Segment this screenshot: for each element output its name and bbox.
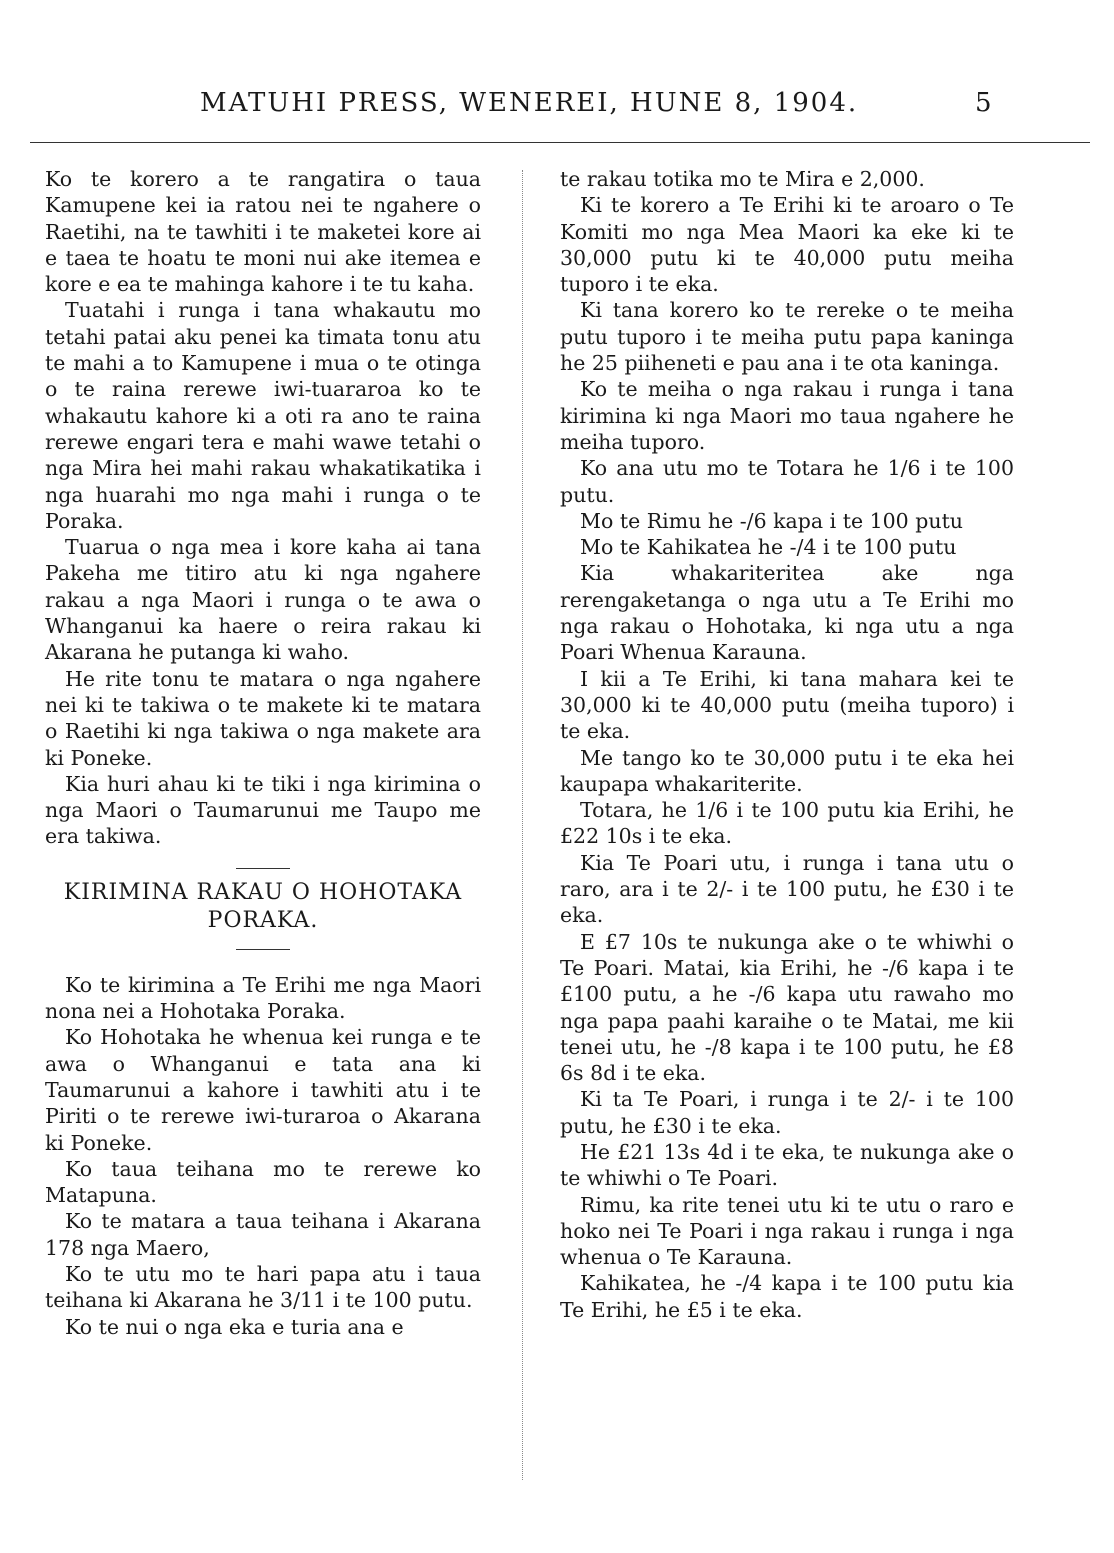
- paragraph: Mo te Rimu he -/6 kapa i te 100 putu: [580, 508, 964, 533]
- section-heading-line: KIRIMINA RAKAU O HOHOTAKA: [63, 879, 463, 905]
- paragraph: Kia Te Poari utu, i runga i tana utu o raro, ara i te 2/- i te 100 putu, he £30 i te eka.: [560, 850, 1014, 928]
- page-number: 5: [975, 88, 992, 118]
- paragraph: Me tango ko te 30,000 putu i te eka hei kaupapa whakariterite.: [560, 745, 1014, 796]
- section-rule: [236, 868, 290, 869]
- paragraph: Ko te utu mo te hari papa atu i taua teihana ki Akarana he 3/11 i te 100 putu.: [45, 1261, 481, 1313]
- paragraph: Tuatahi i runga i tana whakautu mo tetahi patai aku penei ka timata tonu atu te mahi a to Kamupene i mua o te otinga o te raina rerewe iwi-tuararoa ko te whakautu kahore ki a oti ra ano te raina rerewe engari tera e mahi wawe tetahi o nga Mira hei mahi rakau whakatikatika i nga huarahi mo nga mahi i runga o te Poraka.: [45, 298, 481, 533]
- paragraph: Kahikatea, he -/4 kapa i te 100 putu kia Te Erihi, he £5 i te eka.: [560, 1271, 1014, 1322]
- page-header: [0, 88, 1114, 128]
- paragraph: Kia huri ahau ki te tiki i nga kirimina o nga Maori o Taumarunui me Taupo me era takiwa.: [45, 771, 481, 849]
- section-heading: [45, 879, 481, 935]
- section-rule: [236, 949, 290, 950]
- paragraph: Mo te Kahikatea he -/4 i te 100 putu: [580, 535, 957, 560]
- left-column: [45, 166, 481, 1340]
- paragraph: Ko te matara a taua teihana i Akarana 178 nga Maero,: [45, 1209, 481, 1260]
- paragraph: He £21 13s 4d i te eka, te nukunga ake o te whiwhi o Te Poari.: [560, 1139, 1014, 1191]
- header-rule: [30, 142, 1090, 143]
- paragraph: Ko te meiha o nga rakau i runga i tana kirimina ki nga Maori mo taua ngahere he meiha tuporo.: [560, 377, 1014, 454]
- paragraph: Ko te nui o nga eka e turia ana e: [65, 1314, 404, 1339]
- paragraph: Totara, he 1/6 i te 100 putu kia Erihi, he £22 10s i te eka.: [560, 798, 1014, 849]
- column-divider: [522, 170, 523, 1480]
- paragraph: Ko te korero a te rangatira o taua Kamupene kei ia ratou nei te ngahere o Raetihi, na te tawhiti i te maketei kore ai e taea te hoatu te moni nui ake itemea e kore e ea te mahinga kahore i te tu kaha.: [45, 167, 481, 297]
- paragraph: Ko te kirimina a Te Erihi me nga Maori nona nei a Hohotaka Poraka.: [45, 972, 481, 1024]
- paragraph: Ko Hohotaka he whenua kei runga e te awa o Whanganui e tata ana ki Taumarunui a kahore i tawhiti atu i te Piriti o te rerewe iwi-turaroa o Akarana ki Poneke.: [45, 1025, 481, 1155]
- paragraph: te rakau totika mo te Mira e 2,000.: [560, 167, 925, 191]
- paragraph: Tuarua o nga mea i kore kaha ai tana Pakeha me titiro atu ki nga ngahere rakau a nga Maori i runga o te awa o Whanganui ka haere o reira rakau ki Akarana he putanga ki waho.: [45, 535, 481, 665]
- paragraph: Ki ta Te Poari, i runga i te 2/- i te 100 putu, he £30 i te eka.: [560, 1087, 1014, 1138]
- paragraph: Ko taua teihana mo te rerewe ko Matapuna.: [45, 1156, 481, 1208]
- paragraph: Rimu, ka rite tenei utu ki te utu o raro e hoko nei Te Poari i nga rakau i runga i nga whenua o Te Karauna.: [560, 1192, 1014, 1270]
- paragraph: Ki tana korero ko te rereke o te meiha putu tuporo i te meiha putu papa kaninga he 25 piiheneti e pau ana i te ota kaninga.: [560, 298, 1014, 376]
- paragraph: I kii a Te Erihi, ki tana mahara kei te 30,000 ki te 40,000 putu (meiha tuporo) i te eka.: [560, 666, 1014, 744]
- section-heading-line: PORAKA.: [207, 907, 319, 933]
- paragraph: Kia whakariteritea ake nga rerengaketanga o nga utu a Te Erihi mo nga rakau o Hohotaka, ki nga utu a nga Poari Whenua Karauna.: [560, 561, 1014, 665]
- newspaper-title: MATUHI PRESS, WENEREI, HUNE 8, 1904.: [200, 88, 859, 118]
- paragraph: Ki te korero a Te Erihi ki te aroaro o Te Komiti mo nga Mea Maori ka eke ki te 30,000 putu ki te 40,000 putu meiha tuporo i te eka.: [560, 193, 1014, 297]
- right-column: [560, 166, 1014, 1323]
- paragraph: E £7 10s te nukunga ake o te whiwhi o Te Poari. Matai, kia Erihi, he -/6 kapa i te £100 putu, a he -/6 kapa utu rawaho mo nga papa paahi karaihe o te Matai, me kii tenei utu, he -/8 kapa i te 100 putu, he £8 6s 8d i te eka.: [560, 929, 1014, 1086]
- paragraph: He rite tonu te matara o nga ngahere nei ki te takiwa o te makete ki te matara o Raetihi ki nga takiwa o nga makete ara ki Poneke.: [45, 666, 481, 770]
- paragraph: Ko ana utu mo te Totara he 1/6 i te 100 putu.: [560, 456, 1014, 507]
